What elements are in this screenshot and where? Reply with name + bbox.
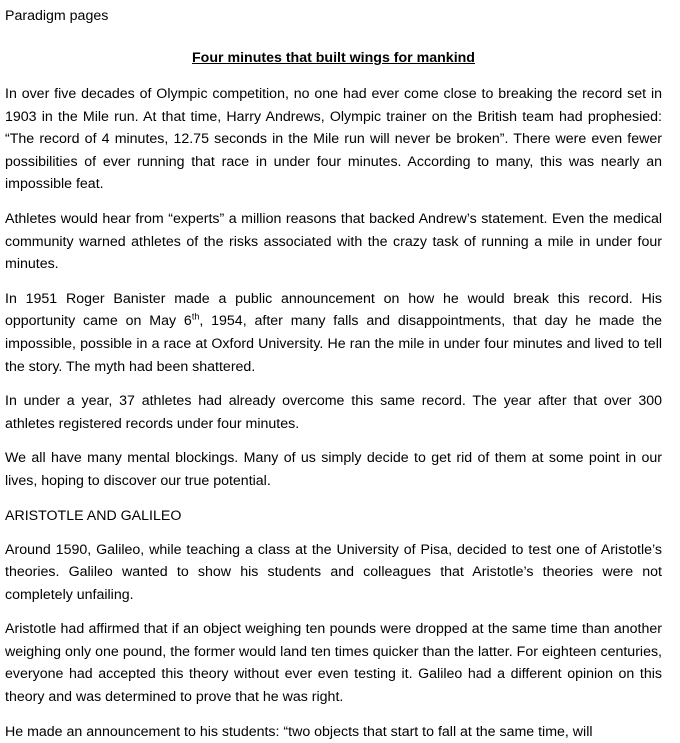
page-header: Paradigm pages [5, 8, 109, 24]
paragraph-galileo-pisa: Around 1590, Galileo, while teaching a class at the University of Pisa, decided to test one of Aristotle’s theories. Galileo wanted to show his students and colleagues that Aristotle’s theories were not completely unfailing. [5, 541, 662, 603]
paragraph-athletes: In under a year, 37 athletes had already overcome this same record. The year after that over 300 athletes registered records under four minutes. [5, 393, 662, 432]
paragraph-banister-part1: In 1951 Roger Banister made a public announcement on how he would break this record. His opportunity came on May 6 [5, 290, 662, 330]
paragraph-experts: Athletes would hear from “experts” a million reasons that backed Andrew’s statement. Even the medical community warned athletes of the risks associated with the crazy task of running a mile in under four minutes. [5, 210, 662, 273]
section-heading: ARISTOTLE AND GALILEO [5, 507, 182, 524]
document-page [5, 0, 662, 743]
paragraph-olympic-record: In over five decades of Olympic competition, no one had ever come close to breaking the record set in 1903 in the Mile run. At that time, Harry Andrews, Olympic trainer on the British team had prophesied: “The record of 4 minutes, 12.75 seconds in the Mile run will never be broken”. There were even fewer possibilities of ever running that race in under four minutes. According to many, this was nearly an impossible feat. [5, 86, 662, 193]
paragraph-banister-part2: , 1954, after many falls and disappointments, that day he made the impossible, possible in a race at Oxford University. He ran the mile in under four minutes and lived to tell the story. The myth had been shattered. [5, 313, 662, 375]
document-title: Four minutes that built wings for mankind [192, 50, 475, 66]
paragraph-announcement: He made an announcement to his students: “two objects that start to fall at the same time, will [5, 723, 593, 740]
paragraph-mental-blockings: We all have many mental blockings. Many of us simply decide to get rid of them at some point in our lives, hoping to discover our true potential. [5, 450, 662, 489]
ordinal-suffix: th [191, 311, 200, 322]
paragraph-aristotle-theory: Aristotle had affirmed that if an object weighing ten pounds were dropped at the same time than another weighing only one pound, the former would land ten times quicker than the latter. For eighteen centuries, everyone had accepted this theory without ever even testing it. Galileo had a different opinion on this theory and was determined to prove that he was right. [5, 621, 662, 706]
paragraph-banister [5, 288, 662, 378]
